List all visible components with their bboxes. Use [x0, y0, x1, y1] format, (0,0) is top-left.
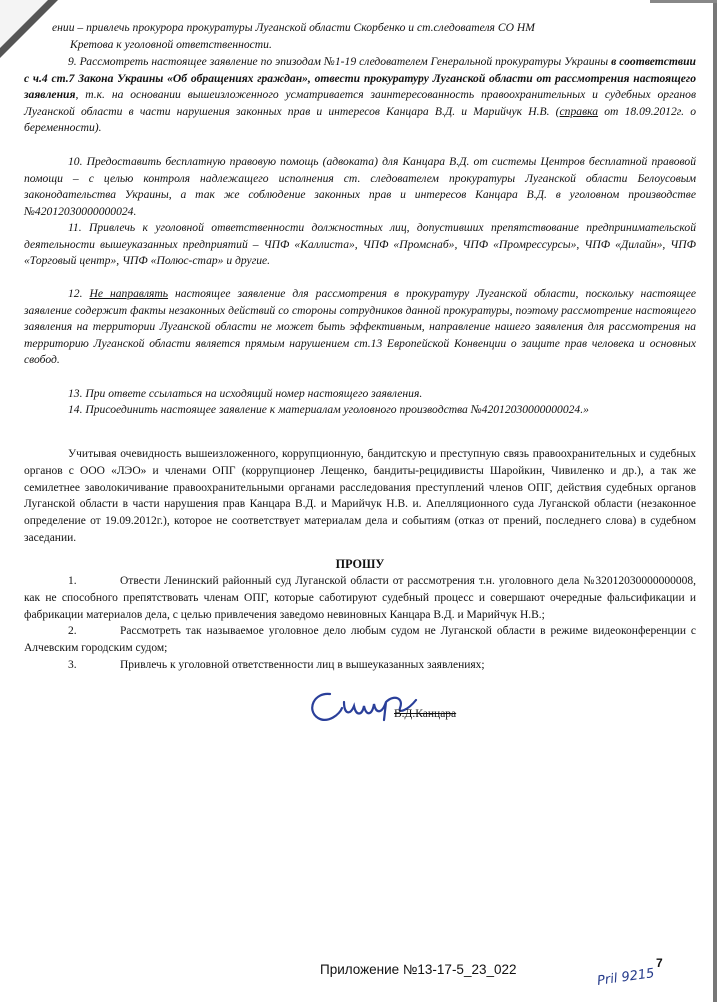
request-item-1 — [24, 573, 696, 623]
paragraph-9-part-a: 9. Рассмотреть настоящее заявление по эпизодам №1-19 следователем Генеральной прокуратуры Украины — [68, 55, 612, 68]
request-number: 3. — [68, 658, 77, 671]
request-item-2 — [24, 623, 696, 657]
paragraph-13-text: 13. При ответе ссылаться на исходящий номер настоящего заявления. — [68, 387, 423, 400]
paragraph-11 — [24, 220, 696, 270]
paragraph-12-body: настоящее заявление для рассмотрения в прокуратуру Луганской области, поскольку настоящее заявление содержит факты незаконных действий со стороны сотрудников данной прокуратуры, поэтому рассмотрение настоящего заявления на территории Луганской области не может быть эффективным, направление нашего заявления для рассмотрения на территорию Луганской области является прямым нарушением ст.13 Европейской Конвенции о защите прав человека и основных свобод. — [24, 287, 696, 367]
considering-text: Учитывая очевидность вышеизложенного, коррупционную, бандитскую и преступную связь правоохранительных и судебных органов с ООО «ЛЭО» и членами ОПГ (коррупционер Лещенко, бандиты-рецидивисты Шаройкин, Чивиленко и др.), а так же семилетнее заволокичивание правоохранительными органами расследования преступлений членов ОПГ, действия судебных органов Луганской области в части нарушения прав Канцара В.Д. и Марийчук Н.В. и. Апелляционного суда Луганской области (незаконное определение от 19.09.2012г.), которое не соответствует материалам дела и событиям (отказ от прений, последнего слова) в судебном заседании. — [24, 448, 696, 544]
request-text: Рассмотреть так называемое уголовное дело любым судом не Луганской области в режиме видеоконференции с Алчевским городским судом; — [24, 625, 696, 655]
paragraph-8-end — [24, 20, 696, 53]
paragraph-10-text: 10. Предоставить бесплатную правовую помощь (адвоката) для Канцара В.Д. от системы Центров бесплатной правовой помощи – с целью контроля надлежащего исполнения ст. следователем прокуратуры Луганской области Белоусовым законодательства Украины, а так же соблюдение законных прав и интересов Канцара В.Д. в уголовном производстве №42012030000000024. — [24, 155, 696, 218]
paragraph-12 — [24, 286, 696, 369]
paragraph-10 — [24, 154, 696, 220]
scan-edge-top — [650, 0, 717, 3]
paragraph-12-number: 12. — [68, 287, 90, 300]
paragraph-12-text — [24, 286, 696, 369]
signer-name: В.Д.Канцара — [394, 708, 457, 720]
request-number: 1. — [68, 575, 77, 587]
signature-block — [300, 680, 500, 730]
handwritten-signature — [300, 680, 440, 728]
request-list — [24, 573, 696, 674]
paragraph-14 — [24, 402, 696, 419]
paragraph-8-line-2: Кретова к уголовной ответственности. — [70, 37, 272, 51]
paragraph-9-reference: справка — [559, 104, 599, 118]
handwritten-stamp: Pril 9215 — [596, 966, 656, 989]
paragraph-9 — [24, 54, 696, 137]
paragraph-12-emphasis: Не направлять — [89, 287, 169, 300]
request-item-3 — [24, 657, 696, 674]
page-number: 7 — [656, 956, 663, 970]
paragraph-9-part-c: , т.к. на основании вышеизложенного усматривается заинтересованность правоохранительных и судебных органов Луганской области в части нарушения законных прав и интересов Канцара В.Д. и Марийчук Н.В. ( — [24, 88, 696, 118]
request-text: Отвести Ленинский районный суд Луганской области от рассмотрения т.н. уголовного дела №32012030000000008, как не способного препятствовать членам ОПГ, которые саботируют судебный процесс и совершают очередные фальсификации и фабрикации материалов дела, с целью привлечения заведомо невиновных Канцара В.Д. и Марийчук Н.В.; — [24, 575, 696, 621]
paragraph-9-text — [24, 54, 696, 137]
attachment-footer: Приложение №13-17-5_23_022 — [320, 962, 517, 977]
considering-paragraph — [24, 446, 696, 547]
paragraph-13 — [24, 386, 696, 403]
paragraph-9-part-e: от 18.09.2012г. о беременности). — [24, 104, 696, 135]
paragraph-14-text: 14. Присоединить настоящее заявление к материалам уголовного производства №42012030000000024.» — [68, 403, 589, 416]
paragraph-9-emphasis: в соответствии с ч.4 ст.7 Закона Украины «Об обращениях граждан», отвести прокуратуру Луганской области от рассмотрения настоящего заявления — [24, 55, 697, 102]
paragraph-11-text: 11. Привлечь к уголовной ответственности должностных лиц, допустивших препятствование предпринимательской деятельности вышеуказанных предприятий – ЧПФ «Каллиста», ЧПФ «Промснаб», ЧПФ «Промрессурсы», ЧПФ «Дилайн», ЧПФ «Торговый центр», ЧПФ «Полюс-стар» и другие. — [24, 221, 696, 268]
request-text: Привлечь к уголовной ответственности лиц в вышеуказанных заявлениях; — [120, 658, 485, 671]
scan-edge-right — [713, 0, 717, 1002]
request-number: 2. — [68, 625, 77, 638]
paragraph-8-line-1: ении – привлечь прокурора прокуратуры Луганской области Скорбенко и ст.следователя СО НМ — [52, 21, 535, 34]
request-heading: ПРОШУ — [335, 557, 385, 571]
